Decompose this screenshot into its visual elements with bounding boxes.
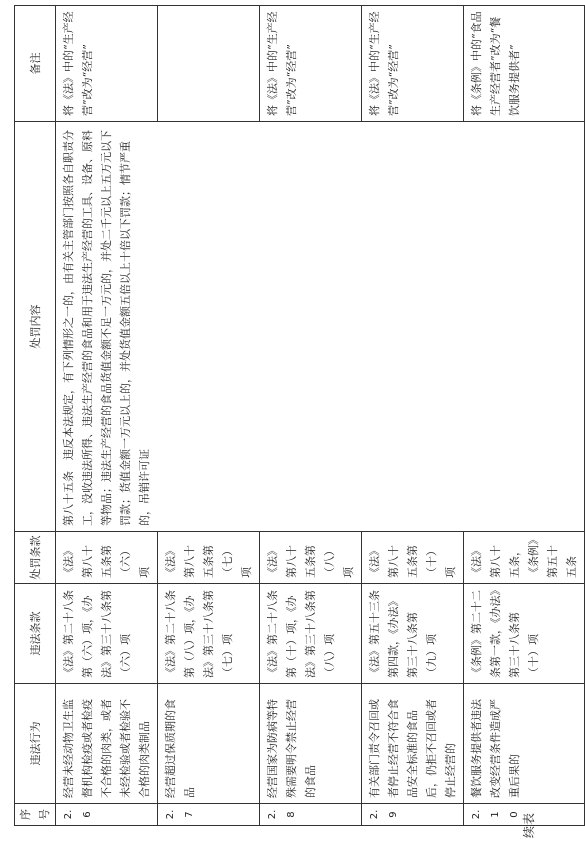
penalty-content-cell: 第八十五条 违反本法规定，有下列情形之一的，由有关主管部门按照各自职责分工，没收违法所得、违法生产经营的食品和用于违法生产经营的工具、设备、原料等物品；违法生产经营的食品货值金额不足一万元的，并处二千元以上五万元以下罚款；货值金额一万元以上的，并处货值金额五倍以上十倍以下罚款；情节严重的，吊销许可证 <box>56 122 585 532</box>
header-penalty-content: 处罚内容 <box>15 122 56 532</box>
row-number: 2.8 <box>260 804 362 826</box>
row-violated-clause: 《法》第二十八条第（八）项，《办法》第三十八条第（七）项 <box>158 584 260 684</box>
table-header-row <box>15 6 56 826</box>
row-number: 2.6 <box>56 804 158 826</box>
row-number: 2.7 <box>158 804 260 826</box>
row-penalty-clause: 《法》第八十五条第（八）项 <box>260 532 362 584</box>
row-behavior: 经营未经动物卫生监督机构检疫或者检疫不合格的肉类，或者未经检验或者检验不合格的肉类制品 <box>56 684 158 804</box>
row-penalty-clause: 《法》第八十五条，《条例》第五十五条 <box>464 532 585 584</box>
row-violated-clause: 《法》第二十八条第（十）项，《办法》第三十八条第（八）项 <box>260 584 362 684</box>
row-remarks <box>158 6 260 122</box>
row-remarks: 将《法》中的“生产经营”改为“经营” <box>56 6 158 122</box>
header-penalty-clause: 处罚条款 <box>15 532 56 584</box>
penalty-table <box>14 5 585 826</box>
header-behavior: 违法行为 <box>15 684 56 804</box>
row-number: 2.9 <box>362 804 464 826</box>
row-behavior: 经营国家为防病等特殊需要明令禁止经营的食品 <box>260 684 362 804</box>
continued-table-label: 续表 <box>522 811 536 838</box>
row-behavior: 有关部门责令召回或者停止经营不符合食品安全标准的食品后，仍拒不召回或者停止经营的 <box>362 684 464 804</box>
row-violated-clause: 《法》第五十三条第四款，《办法》第三十八条第（九）项 <box>362 584 464 684</box>
row-behavior: 餐饮服务提供者违法改变经营条件造成严重后果的 <box>464 684 585 804</box>
row-penalty-clause: 《法》第八十五条第（七）项 <box>158 532 260 584</box>
header-no: 序号 <box>15 804 56 826</box>
row-violated-clause: 《条例》第二十二条第一款，《办法》第三十八条第（十）项 <box>464 584 585 684</box>
header-remarks: 备注 <box>15 6 56 122</box>
row-remarks: 将《条例》中的“食品生产经营者”改为“餐饮服务提供者” <box>464 6 585 122</box>
row-penalty-clause: 《法》第八十五条第（十）项 <box>362 532 464 584</box>
row-remarks: 将《法》中的“生产经营”改为“经营” <box>260 6 362 122</box>
row-number: 2.10 <box>464 804 585 826</box>
row-behavior: 经营超过保质期的食品 <box>158 684 260 804</box>
table-row <box>56 6 158 826</box>
row-remarks: 将《法》中的“生产经营”改为“经营” <box>362 6 464 122</box>
row-violated-clause: 《法》第二十八条第（六）项，《办法》第三十八条第（六）项 <box>56 584 158 684</box>
row-penalty-clause: 《法》第八十五条第（六）项 <box>56 532 158 584</box>
header-violated-clause: 违法条款 <box>15 584 56 684</box>
